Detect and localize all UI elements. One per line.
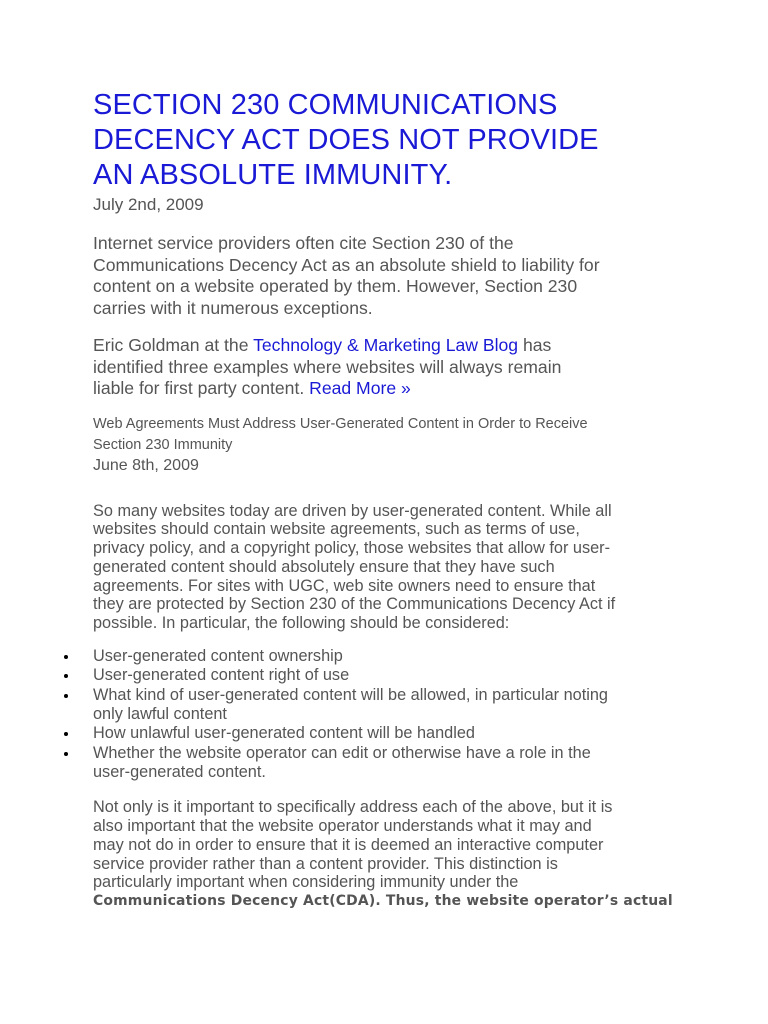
text-segment: liable for first party content. (93, 378, 310, 398)
text-line-bold: Communications Decency Act(CDA). Thus, the website operator’s actual (93, 893, 673, 910)
article2-closing-paragraph (93, 798, 683, 911)
text-line: So many websites today are driven by user-generated content. While all (93, 501, 612, 520)
article2-title (93, 414, 683, 456)
text-line: carries with it numerous exceptions. (93, 297, 373, 318)
text-line: may not do in order to ensure that it is deemed an interactive computer (93, 835, 604, 854)
blog-link[interactable]: Technology & Marketing Law Blog (253, 335, 519, 355)
text-line: service provider rather than a content provider. This distinction is (93, 854, 558, 873)
list-item-text: User-generated content ownership (93, 647, 343, 666)
title-line: Section 230 Immunity (93, 436, 233, 453)
bullet-icon (64, 694, 68, 698)
title-line: DECENCY ACT DOES NOT PROVIDE (93, 124, 599, 156)
list-item-text: Whether the website operator can edit or otherwise have a role in the (93, 743, 591, 762)
article-title (93, 88, 683, 193)
bullet-icon (64, 752, 68, 756)
text-line: identified three examples where websites will always remain (93, 356, 562, 377)
text-line: Not only is it important to specifically address each of the above, but it is (93, 798, 613, 817)
list-item-text: How unlawful user-generated content will be handled (93, 724, 475, 743)
bullet-icon (64, 655, 68, 659)
bullet-icon (64, 732, 68, 736)
list-item (0, 724, 683, 743)
article2-date: June 8th, 2009 (93, 456, 199, 474)
text-line: also important that the website operator understands what it may and (93, 816, 592, 835)
text-line: privacy policy, and a copyright policy, those websites that allow for user- (93, 539, 611, 558)
read-more-link[interactable]: Read More » (309, 378, 411, 398)
title-line: Web Agreements Must Address User-Generated Content in Order to Receive (93, 415, 588, 432)
document-page (93, 88, 683, 911)
title-line: AN ABSOLUTE IMMUNITY. (93, 159, 453, 191)
list-item-text: User-generated content right of use (93, 666, 350, 685)
bullet-icon (64, 674, 68, 678)
text-line: generated content should absolutely ensure that they have such (93, 557, 555, 576)
list-item-text: only lawful content (93, 704, 227, 723)
article-date: July 2nd, 2009 (93, 195, 204, 214)
text-line: websites should contain website agreements, such as terms of use, (93, 520, 580, 539)
list-item (0, 666, 683, 685)
text-line: Communications Decency Act as an absolute shield to liability for (93, 254, 600, 275)
text-line: particularly important when considering immunity under the (93, 873, 519, 892)
list-item (0, 647, 683, 666)
text-segment: has (518, 335, 552, 355)
text-line: content on a website operated by them. However, Section 230 (93, 276, 578, 296)
list-item (0, 686, 683, 725)
article2-intro-paragraph (93, 502, 683, 634)
text-line: Internet service providers often cite Section 230 of the (93, 233, 514, 253)
list-item-text: user-generated content. (93, 762, 266, 781)
list-item (0, 744, 683, 783)
text-line: possible. In particular, the following should be considered: (93, 614, 510, 633)
text-line: agreements. For sites with UGC, web site owners need to ensure that (93, 576, 596, 595)
considerations-list (0, 647, 683, 782)
article-intro-paragraph (93, 233, 683, 319)
list-item-text: What kind of user-generated content will be allowed, in particular noting (93, 685, 608, 704)
text-line: they are protected by Section 230 of the Communications Decency Act if (93, 595, 616, 614)
title-line: SECTION 230 COMMUNICATIONS (93, 89, 558, 121)
article-source-paragraph (93, 335, 683, 400)
text-segment: Eric Goldman at the (93, 335, 254, 355)
